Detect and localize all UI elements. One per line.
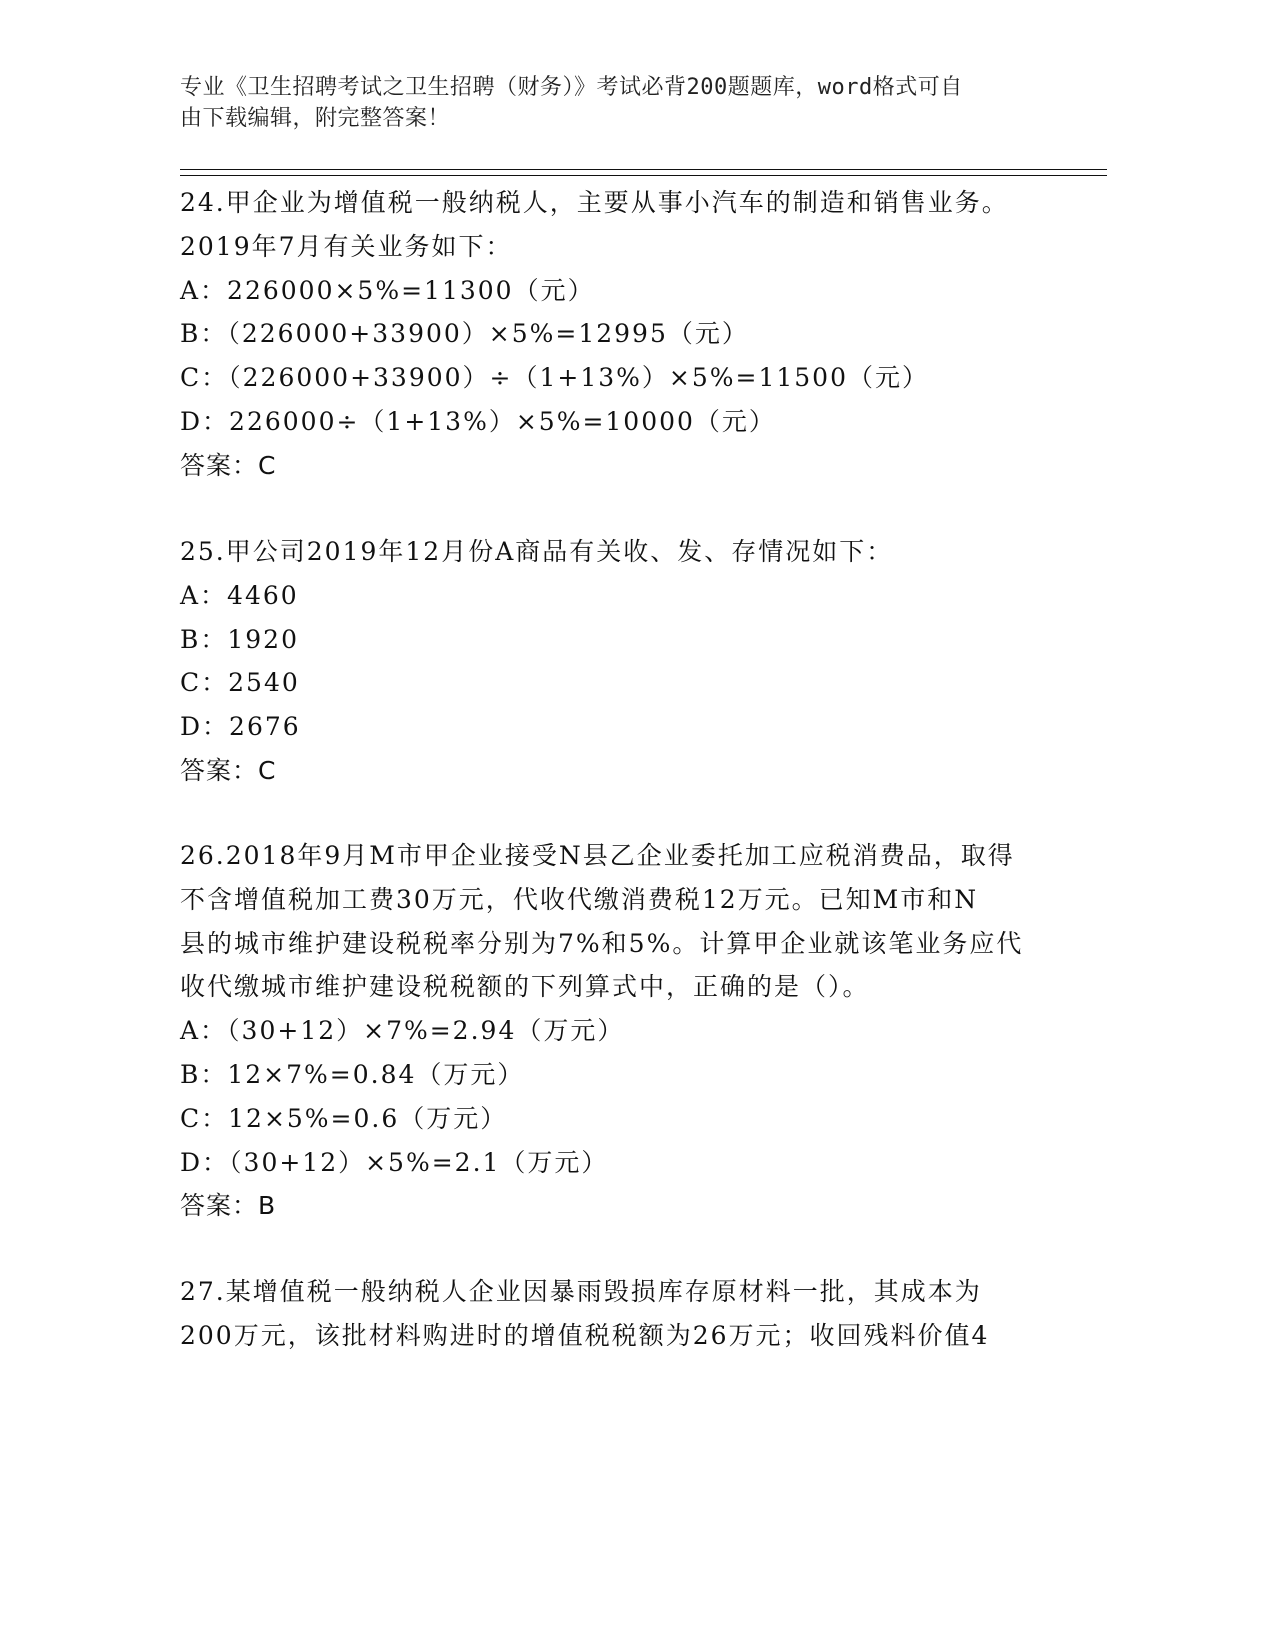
option-c: C：2540	[180, 668, 300, 698]
question-stem-line: 200万元，该批材料购进时的增值税税额为26万元；收回残料价值4	[180, 1320, 990, 1350]
question-27	[180, 1270, 1050, 1358]
option-a: A：4460	[180, 580, 299, 610]
question-stem-line: 不含增值税加工费30万元，代收代缴消费税12万元。已知M市和N	[180, 884, 979, 914]
question-24	[180, 181, 1050, 488]
answer: 答案：C	[180, 450, 277, 480]
option-c: C：12×5%=0.6（万元）	[180, 1103, 508, 1133]
option-b: B：1920	[180, 624, 299, 654]
question-stem-line: 27.某增值税一般纳税人企业因暴雨毁损库存原材料一批，其成本为	[180, 1277, 982, 1306]
option-a: A：（30+12）×7%=2.94（万元）	[180, 1016, 625, 1046]
document-header	[180, 72, 1040, 134]
option-b: B：（226000+33900）×5%=12995（元）	[180, 319, 749, 349]
option-a: A：226000×5%=11300（元）	[180, 275, 595, 305]
question-stem-line: 收代缴城市维护建设税税额的下列算式中，正确的是（）。	[180, 972, 870, 1002]
answer: 答案：B	[180, 1191, 277, 1221]
option-d: D：226000÷（1+13%）×5%=10000（元）	[180, 406, 776, 436]
answer: 答案：C	[180, 755, 277, 785]
question-26	[180, 834, 1050, 1228]
option-b: B：12×7%=0.84（万元）	[180, 1059, 525, 1089]
question-stem-line: 县的城市维护建设税税率分别为7%和5%。计算甲企业就该笔业务应代	[180, 928, 1024, 958]
question-stem-line: 25.甲公司2019年12月份A商品有关收、发、存情况如下：	[180, 537, 894, 566]
header-divider-bottom	[180, 175, 1107, 176]
header-line-2: 由下载编辑，附完整答案！	[180, 106, 451, 131]
question-25	[180, 530, 1050, 793]
header-line-1: 专业《卫生招聘考试之卫生招聘（财务）》考试必背200题题库，word格式可自	[180, 75, 963, 100]
header-divider-top	[180, 169, 1107, 170]
option-d: D：2676	[180, 712, 301, 742]
question-stem-line: 24.甲企业为增值税一般纳税人，主要从事小汽车的制造和销售业务。	[180, 188, 1009, 217]
question-stem-line: 26.2018年9月M市甲企业接受N县乙企业委托加工应税消费品，取得	[180, 841, 1015, 870]
question-stem-line: 2019年7月有关业务如下：	[180, 231, 513, 261]
option-c: C：（226000+33900）÷（1+13%）×5%=11500（元）	[180, 363, 929, 393]
option-d: D：（30+12）×5%=2.1（万元）	[180, 1147, 609, 1177]
